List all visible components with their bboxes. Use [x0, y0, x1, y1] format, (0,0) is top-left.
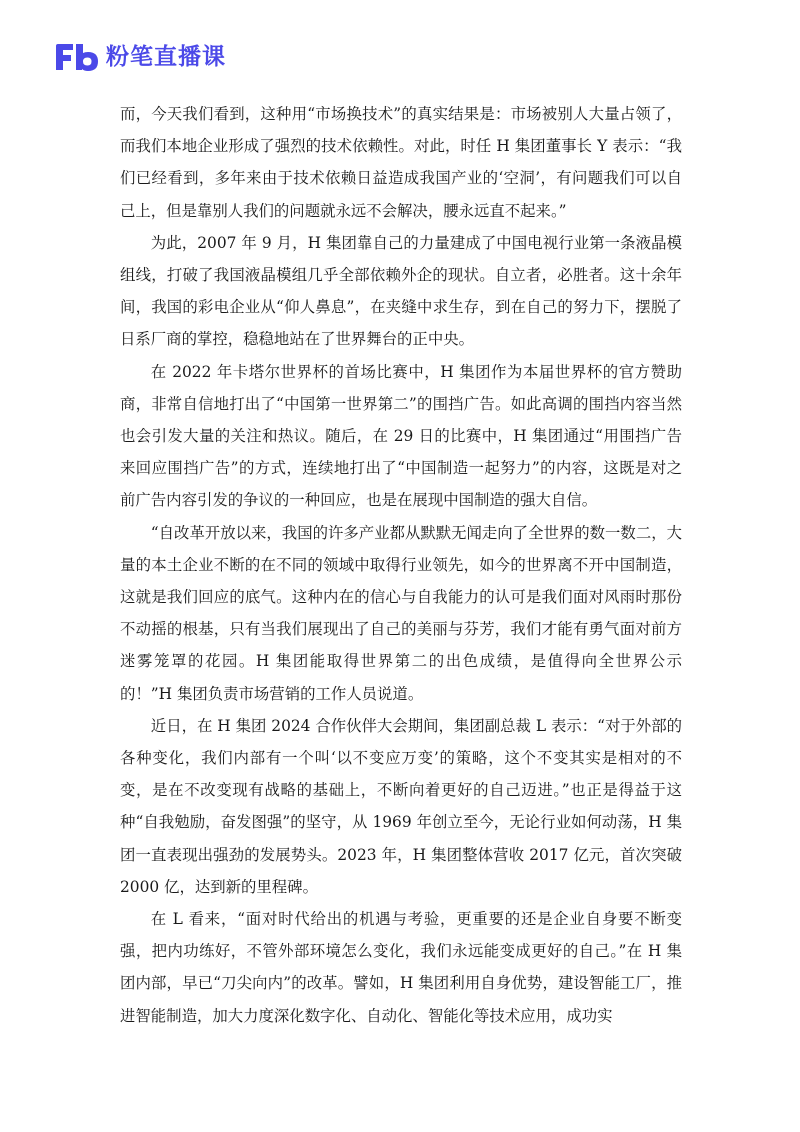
article-body	[120, 98, 682, 1032]
header	[54, 40, 226, 74]
paragraph-6: 在 L 看来，“面对时代给出的机遇与考验，更重要的还是企业自身要不断变强，把内功练好，不管外部环境怎么变化，我们永远能变成更好的自己。”在 H 集团内部，早已“刀尖向内”的改革。譬如，H 集团利用自身优势，建设智能工厂，推进智能制造，加大力度深化数字化、自动化、智能化等技术应用，成功实	[120, 910, 682, 1025]
brand-name: 粉笔直播课	[106, 44, 226, 70]
fenbi-fb-logo-icon	[54, 42, 100, 72]
paragraph-2: 为此，2007 年 9 月，H 集团靠自己的力量建成了中国电视行业第一条液晶模组线，打破了我国液晶模组几乎全部依赖外企的现状。自立者，必胜者。这十余年间，我国的彩电企业从“仰人鼻息”，在夹缝中求生存，到在自己的努力下，摆脱了日系厂商的掌控，稳稳地站在了世界舞台的正中央。	[120, 233, 682, 349]
paragraph-3: 在 2022 年卡塔尔世界杯的首场比赛中，H 集团作为本届世界杯的官方赞助商，非常自信地打出了“中国第一世界第二”的围挡广告。如此高调的围挡内容当然也会引发大量的关注和热议。随后，在 29 日的比赛中，H 集团通过“用围挡广告来回应围挡广告”的方式，连续地打出了“中国制造一起努力”的内容，这既是对之前广告内容引发的争议的一种回应，也是在展现中国制造的强大自信。	[120, 362, 682, 510]
paragraph-4: “自改革开放以来，我国的许多产业都从默默无闻走向了全世界的数一数二，大量的本土企业不断的在不同的领域中取得行业领先，如今的世界离不开中国制造，这就是我们回应的底气。这种内在的信心与自我能力的认可是我们面对风雨时那份不动摇的根基，只有当我们展现出了自己的美丽与芬芳，我们才能有勇气面对前方迷雾笼罩的花园。H 集团能取得世界第二的出色成绩，是值得向全世界公示的！”H 集团负责市场营销的工作人员说道。	[120, 523, 682, 703]
paragraph-1: 而，今天我们看到，这种用“市场换技术”的真实结果是：市场被别人大量占领了，而我们本地企业形成了强烈的技术依赖性。对此，时任 H 集团董事长 Y 表示：“我们已经看到，多年来由于技术依赖日益造成我国产业的‘空洞’，有问题我们可以自己上，但是靠别人我们的问题就永远不会解决，腰永远直不起来。”	[120, 105, 682, 220]
paragraph-5: 近日，在 H 集团 2024 合作伙伴大会期间，集团副总裁 L 表示：“对于外部的各种变化，我们内部有一个叫‘以不变应万变’的策略，这个不变其实是相对的不变，是在不改变现有战略的基础上，不断向着更好的自己迈进。”也正是得益于这种“自我勉励，奋发图强”的坚守，从 1969 年创立至今，无论行业如何动荡，H 集团一直表现出强劲的发展势头。2023 年，H 集团整体营收 2017 亿元，首次突破 2000 亿，达到新的里程碑。	[120, 716, 682, 896]
